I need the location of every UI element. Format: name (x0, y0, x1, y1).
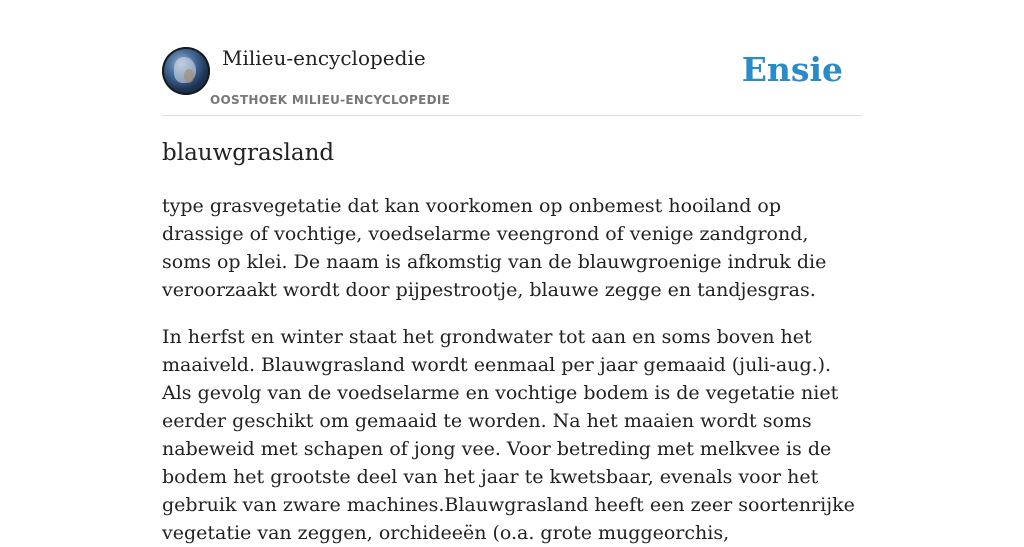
earth-globe-icon[interactable] (162, 47, 210, 95)
header-divider (162, 115, 862, 116)
article-title: blauwgrasland (162, 140, 335, 166)
site-subtitle[interactable]: OOSTHOEK MILIEU-ENCYCLOPEDIE (210, 93, 451, 107)
site-name[interactable]: Milieu-encyclopedie (222, 46, 426, 70)
article-paragraph-2: In herfst en winter staat het grondwater tot aan en soms boven het maaiveld. Blauwgrasland wordt eenmaal per jaar gemaaid (juli-aug.). Als gevolg van de voedselarme en vochtige bodem is de vegetatie niet eerder geschikt om gemaaid te worden. Na het maaien wordt soms nabeweid met schapen of jong vee. Voor betreding met melkvee is de bodem het grootste deel van het jaar te kwetsbaar, evenals voor het gebruik van zware machines.Blauwgrasland heeft een zeer soortenrijke vegetatie van zeggen, orchideeën (o.a. grote muggeorchis, (162, 326, 855, 544)
brand-logo[interactable]: Ensie (741, 50, 843, 89)
article-paragraph-1: type grasvegetatie dat kan voorkomen op onbemest hooiland op drassige of vochtige, voedselarme veengrond of venige zandgrond, soms op klei. De naam is afkomstig van de blauwgroenige indruk die veroorzaakt wordt door pijpestrootje, blauwe zegge en tandjesgras. (162, 195, 827, 301)
